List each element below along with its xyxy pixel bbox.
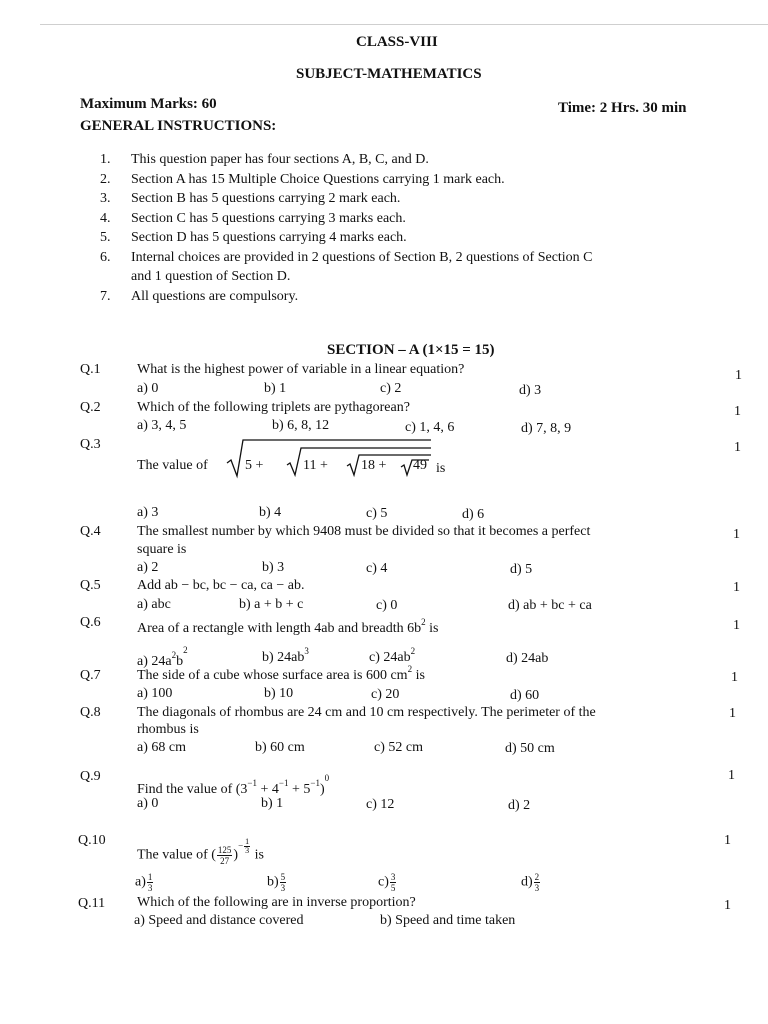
option-c: c) 1, 4, 6 — [405, 420, 455, 435]
option-c: c) 12 — [366, 797, 395, 812]
question-number: Q.5 — [80, 578, 101, 593]
instruction-item: 1. This question paper has four sections A, B, C, and D. — [100, 152, 429, 167]
question-number: Q.2 — [80, 400, 101, 415]
option-d: d) 60 — [510, 688, 540, 703]
option-b: b) $\frac{5}{3}$ — [267, 872, 286, 893]
option-a: a) $24a^2b^2$ — [137, 645, 188, 669]
option-d: d) ab + bc + ca — [508, 598, 592, 613]
option-c: c) 4 — [366, 561, 388, 576]
exam-time: Time: 2 Hrs. 30 min — [558, 100, 687, 116]
instruction-item: 4. Section C has 5 questions carrying 3 marks each. — [100, 210, 406, 226]
question-text-line2: rhombus is — [137, 722, 199, 737]
option-a: a) Speed and distance covered — [134, 913, 304, 928]
option-c: c) $\frac{3}{5}$ — [378, 872, 396, 893]
question-mark: 1 — [735, 368, 742, 383]
radicand-2: 11 + — [303, 458, 328, 473]
instruction-item: 2. Section A has 15 Multiple Choice Questions carrying 1 mark each. — [100, 171, 505, 187]
question-text: Which of the following triplets are pythagorean? — [137, 400, 410, 415]
option-a: a) abc — [137, 597, 171, 612]
question-mark: 1 — [733, 580, 740, 595]
option-c: c) 0 — [376, 598, 398, 613]
instructions-list — [100, 150, 593, 306]
option-d: d) 5 — [510, 562, 533, 577]
question-number: Q.9 — [80, 769, 101, 784]
question-mark: 1 — [724, 898, 731, 913]
question-mark: 1 — [729, 706, 736, 721]
option-b: b) 1 — [264, 381, 287, 396]
radicand-1: 5 + — [245, 458, 264, 473]
option-d: d) 7, 8, 9 — [521, 421, 572, 436]
option-a: a) 0 — [137, 381, 159, 396]
option-c: c) 20 — [371, 687, 400, 702]
option-c: c) 52 cm — [374, 740, 423, 755]
option-b: b) Speed and time taken — [380, 913, 516, 928]
option-d: d) 2 — [508, 798, 531, 813]
question-number: Q.3 — [80, 437, 101, 452]
question-mark: 1 — [728, 768, 735, 783]
option-c: c) 2 — [380, 381, 402, 396]
option-c: c) 5 — [366, 506, 388, 521]
option-a: a) 3 — [137, 505, 159, 520]
max-marks: Maximum Marks: 60 — [80, 96, 217, 112]
option-a: a) 2 — [137, 560, 159, 575]
option-d: d) 24ab — [506, 651, 549, 666]
question-number: Q.6 — [80, 615, 101, 630]
instruction-item: 6. Internal choices are provided in 2 questions of Section B, 2 questions of Section C and 1 question of Section D. — [100, 249, 593, 284]
question-number: Q.11 — [78, 896, 106, 911]
class-label: CLASS-VIII — [356, 34, 438, 50]
general-instructions-heading: GENERAL INSTRUCTIONS: — [80, 118, 277, 134]
question-text: The smallest number by which 9408 must be divided so that it becomes a perfect — [137, 524, 591, 539]
question-number: Q.7 — [80, 668, 101, 683]
option-b: b) 60 cm — [255, 740, 305, 755]
question-text: Area of a rectangle with length 4ab and breadth $6b^2$ is — [137, 617, 439, 636]
option-b: b) 10 — [264, 686, 294, 701]
radicand-4: 49 — [413, 458, 427, 473]
question-text-line2: square is — [137, 542, 187, 557]
question-text: The value of ( $\frac{125}{27}$ )− $\frac{1}{3}$ is — [137, 837, 265, 866]
question-mark: 1 — [733, 527, 740, 542]
section-a-title: SECTION – A (1×15 = 15) — [327, 342, 495, 358]
option-d: d) $\frac{2}{3}$ — [521, 872, 540, 893]
question-prefix: The value of — [137, 458, 208, 473]
question-mark: 1 — [731, 670, 738, 685]
question-text: Add ab − bc, bc − ca, ca − ab. — [137, 578, 305, 593]
instruction-item: 7. All questions are compulsory. — [100, 288, 299, 304]
question-number: Q.8 — [80, 705, 101, 720]
option-c: c) $24ab^2$ — [369, 646, 416, 665]
question-text: The diagonals of rhombus are 24 cm and 10 cm respectively. The perimeter of the — [137, 705, 596, 720]
option-a: a) 100 — [137, 686, 173, 701]
option-d: d) 6 — [462, 507, 485, 522]
question-text: Which of the following are in inverse proportion? — [137, 895, 416, 910]
option-a: a) $\frac{1}{3}$ — [135, 872, 153, 893]
subject-label: SUBJECT-MATHEMATICS — [296, 66, 482, 82]
radicand-3: 18 + — [361, 458, 387, 473]
option-b: b) 4 — [259, 505, 282, 520]
question-mark: 1 — [724, 833, 731, 848]
question-suffix: is — [436, 461, 446, 476]
option-b: b) $24ab^3$ — [262, 646, 309, 665]
option-a: a) 68 cm — [137, 740, 186, 755]
option-a: a) 3, 4, 5 — [137, 418, 187, 433]
question-text: The side of a cube whose surface area is 600 $cm^2$ is — [137, 664, 425, 683]
question-number: Q.4 — [80, 524, 101, 539]
question-text: What is the highest power of variable in a linear equation? — [137, 362, 465, 377]
question-number: Q.10 — [78, 833, 106, 848]
option-b: b) 3 — [262, 560, 285, 575]
option-d: d) 50 cm — [505, 741, 555, 756]
question-number: Q.1 — [80, 362, 101, 377]
question-mark: 1 — [734, 404, 741, 419]
option-d: d) 3 — [519, 383, 542, 398]
option-b: b) 1 — [261, 796, 284, 811]
instruction-item: 3. Section B has 5 questions carrying 2 mark each. — [100, 191, 401, 206]
question-text: Find the value of $(3^{-1} + 4^{-1} + 5^{-1})^0$ — [137, 773, 330, 797]
option-a: a) 0 — [137, 796, 159, 811]
option-b: b) 6, 8, 12 — [272, 418, 330, 433]
page-top-border — [40, 24, 768, 25]
question-mark: 1 — [734, 440, 741, 455]
option-b: b) a + b + c — [239, 597, 304, 612]
instruction-item: 5. Section D has 5 questions carrying 4 marks each. — [100, 230, 407, 245]
question-mark: 1 — [733, 618, 740, 633]
